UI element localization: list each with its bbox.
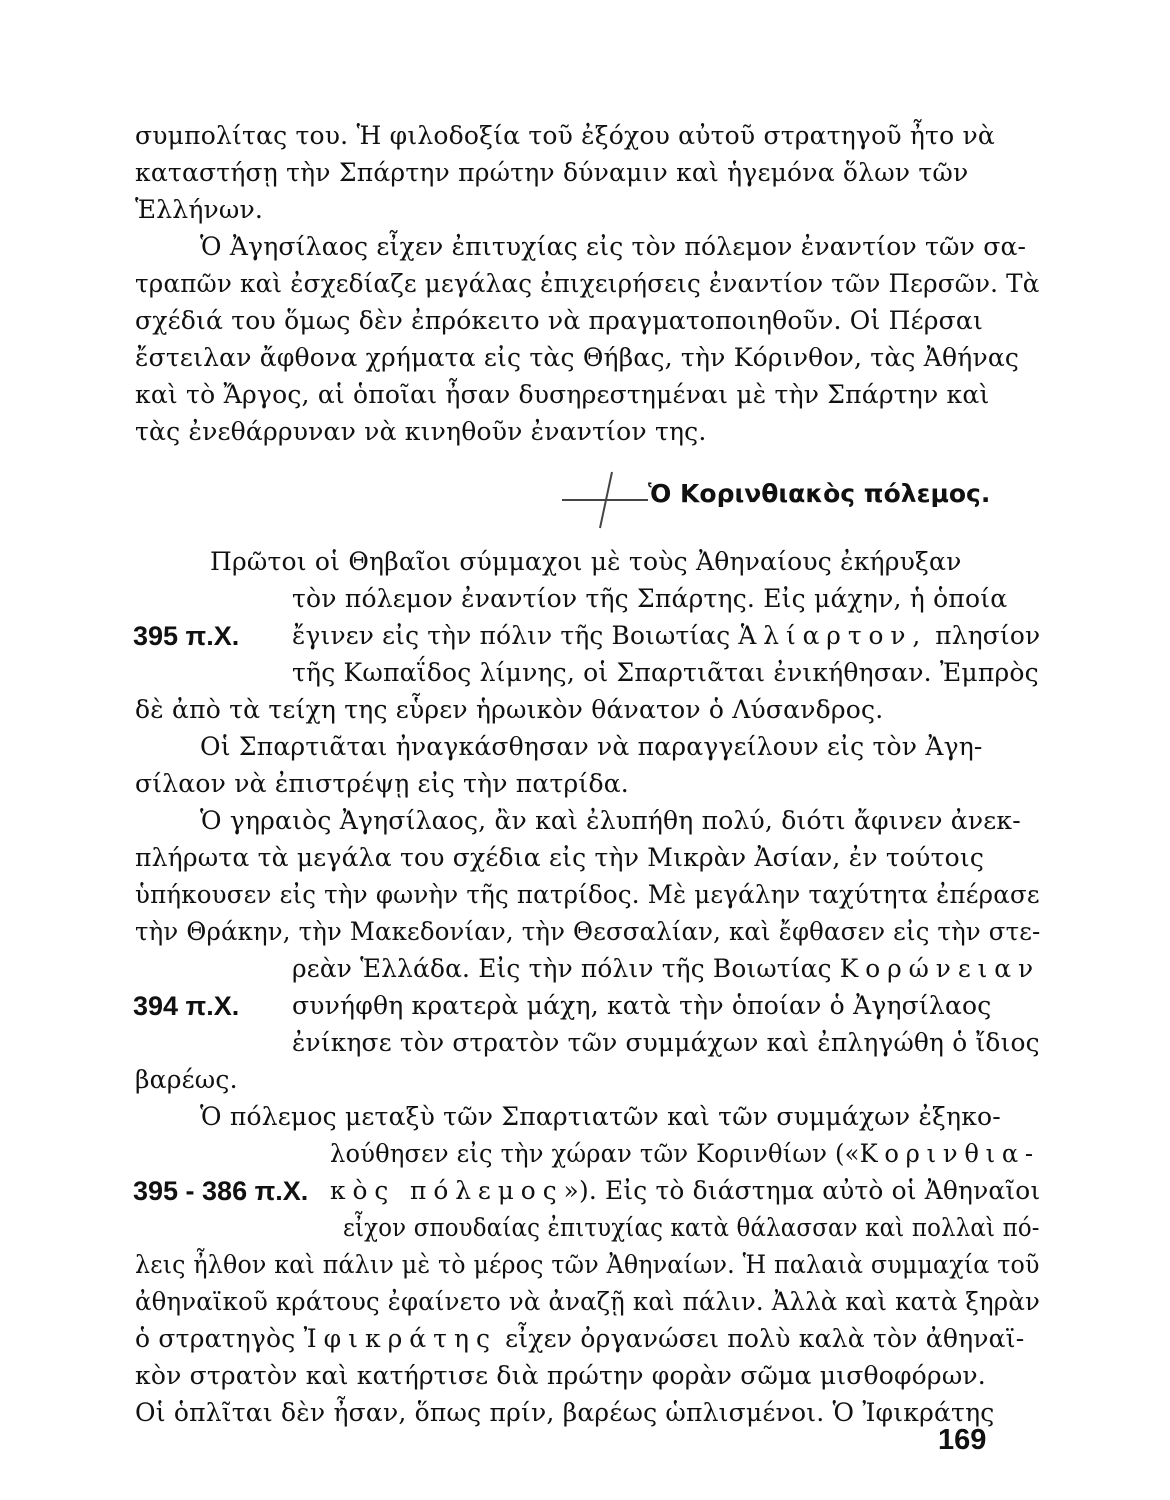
text-line: Ὁ πόλεμος μεταξὺ τῶν Σπαρτιατῶν καὶ τῶν συμμάχων ἐξηκο- xyxy=(200,1102,1001,1131)
text-line: Οἱ ὁπλῖται δὲν ἦσαν, ὅπως πρίν, βαρέως ὡπλισμένοι. Ὁ Ἰφικράτης xyxy=(135,1398,995,1427)
text-line: Οἱ Σπαρτιᾶται ἠναγκάσθησαν νὰ παραγγείλουν εἰς τὸν Ἀγη- xyxy=(200,732,983,761)
text-segment: ὁ στρατηγὸς xyxy=(135,1324,296,1353)
place-name-spaced: Ἁλίαρτον, xyxy=(738,621,928,650)
text-line: τὰς ἐνεθάρρυναν νὰ κινηθοῦν ἐναντίον της. xyxy=(135,417,707,446)
text-line: κὸν στρατὸν καὶ κατήρτισε διὰ πρώτην φορὰν σῶμα μισθοφόρων. xyxy=(135,1361,986,1390)
text-line: πλήρωτα τὰ μεγάλα του σχέδια εἰς τὴν Μικρὰν Ἀσίαν, ἐν τούτοις xyxy=(135,843,985,872)
text-line: δὲ ἀπὸ τὰ τείχη της εὗρεν ἡρωικὸν θάνατον ὁ Λύσανδρος. xyxy=(135,695,884,724)
text-line: τὴν Θράκην, τὴν Μακεδονίαν, τὴν Θεσσαλίαν, καὶ ἔφθασεν εἰς τὴν στε- xyxy=(135,917,1041,946)
text-segment: πλησίον xyxy=(935,621,1041,650)
text-line: τὸν πόλεμον ἐναντίον τῆς Σπάρτης. Εἰς μάχην, ἡ ὁποία xyxy=(292,584,1008,613)
text-line: ἔστειλαν ἄφθονα χρήματα εἰς τὰς Θήβας, τὴν Κόρινθον, τὰς Ἀθήνας xyxy=(135,343,1020,372)
section-heading: Ὁ Κορινθιακὸς πόλεμος. xyxy=(648,479,991,508)
text-line: Πρῶτοι οἱ Θηβαῖοι σύμμαχοι μὲ τοὺς Ἀθηναίους ἐκήρυξαν xyxy=(210,547,962,576)
page-number: 169 xyxy=(938,1424,987,1456)
text-segment: ρεὰν Ἑλλάδα. Εἰς τὴν πόλιν τῆς Βοιωτίας xyxy=(292,954,832,983)
text-segment: ἔγινεν εἰς τὴν πόλιν τῆς Βοιωτίας xyxy=(292,621,731,650)
war-name-spaced: κὸς πόλεμος xyxy=(330,1176,564,1205)
text-line: σίλαον νὰ ἐπιστρέψῃ εἰς τὴν πατρίδα. xyxy=(135,769,629,798)
text-line: ἀθηναϊκοῦ κράτους ἐφαίνετο νὰ ἀναζῇ καὶ πάλιν. Ἀλλὰ καὶ κατὰ ξηρὰν xyxy=(135,1287,1040,1316)
margin-date: 394 π.Χ. xyxy=(133,991,240,1021)
text-line xyxy=(292,620,1040,652)
text-line xyxy=(330,1175,1040,1207)
text-line: Ἑλλήνων. xyxy=(135,195,264,224)
text-line: εἶχον σπουδαίας ἐπιτυχίας κατὰ θάλασσαν καὶ πολλαὶ πό- xyxy=(343,1213,1040,1242)
text-segment: »). Εἰς τὸ διάστημα αὐτὸ οἱ Ἀθηναῖοι xyxy=(563,1176,1041,1205)
margin-date: 395 π.Χ. xyxy=(133,621,240,651)
text-line: βαρέως. xyxy=(135,1065,238,1094)
text-segment: λούθησεν εἰς τὴν χώραν τῶν Κορινθίων (« xyxy=(330,1139,860,1168)
text-line: ὑπήκουσεν εἰς τὴν φωνὴν τῆς πατρίδος. Μὲ μεγάλην ταχύτητα ἐπέρασε xyxy=(135,880,1040,909)
margin-date: 395 - 386 π.Χ. xyxy=(133,1176,309,1206)
text-line: συμπολίτας του. Ἡ φιλοδοξία τοῦ ἐξόχου αὐτοῦ στρατηγοῦ ἦτο νὰ xyxy=(135,121,995,150)
text-line: καὶ τὸ Ἄργος, αἱ ὁποῖαι ἦσαν δυσηρεστημέναι μὲ τὴν Σπάρτην καὶ xyxy=(135,380,990,409)
war-name-spaced: Κορινθια- xyxy=(859,1139,1040,1168)
person-name-spaced: Ἰφικράτης xyxy=(303,1324,497,1353)
text-line: Ὁ γηραιὸς Ἀγησίλαος, ἂν καὶ ἐλυπήθη πολύ, διότι ἄφινεν ἀνεκ- xyxy=(200,806,1021,835)
text-line xyxy=(330,1138,1040,1170)
text-line xyxy=(135,1323,1024,1355)
text-segment: εἶχεν ὀργανώσει πολὺ καλὰ τὸν ἀθηναϊ- xyxy=(505,1324,1025,1353)
text-line: Ὁ Ἀγησίλαος εἶχεν ἐπιτυχίας εἰς τὸν πόλεμον ἐναντίον τῶν σα- xyxy=(200,232,1027,261)
text-line: τραπῶν καὶ ἐσχεδίαζε μεγάλας ἐπιχειρήσεις ἐναντίον τῶν Περσῶν. Τὰ xyxy=(135,269,1040,298)
pencil-mark-icon xyxy=(560,470,650,530)
place-name-spaced: Κορώνειαν xyxy=(839,954,1040,983)
text-line: καταστήσῃ τὴν Σπάρτην πρώτην δύναμιν καὶ ἡγεμόνα ὅλων τῶν xyxy=(135,158,969,187)
text-line: συνήφθη κρατερὰ μάχη, κατὰ τὴν ὁποίαν ὁ Ἀγησίλαος xyxy=(292,991,992,1020)
text-line: τῆς Κωπαΐδος λίμνης, οἱ Σπαρτιᾶται ἐνικήθησαν. Ἐμπρὸς xyxy=(292,658,1039,687)
text-line: ἐνίκησε τὸν στρατὸν τῶν συμμάχων καὶ ἐπληγώθη ὁ ἴδιος xyxy=(292,1028,1040,1057)
text-line: λεις ἦλθον καὶ πάλιν μὲ τὸ μέρος τῶν Ἀθηναίων. Ἡ παλαιὰ συμμαχία τοῦ xyxy=(135,1250,1040,1279)
text-line xyxy=(292,953,1040,985)
text-line: σχέδιά του ὅμως δὲν ἐπρόκειτο νὰ πραγματοποιηθοῦν. Οἱ Πέρσαι xyxy=(135,306,984,335)
